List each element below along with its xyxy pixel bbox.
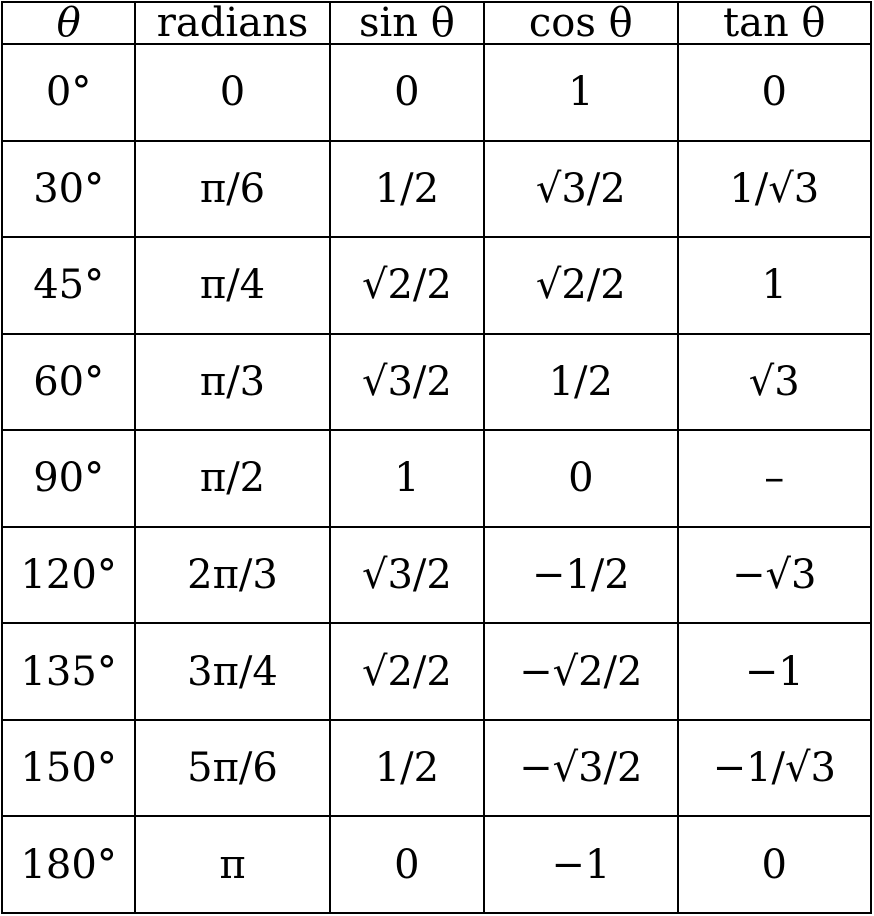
table-row <box>2 720 871 817</box>
cell-tan: −1/√3 <box>678 720 871 817</box>
cell-radians: 3π/4 <box>135 623 329 720</box>
cell-cos: −1/2 <box>484 527 677 624</box>
table-row <box>2 527 871 624</box>
header-theta: θ <box>2 2 135 44</box>
header-cos: cos θ <box>484 2 677 44</box>
cell-degrees: 120° <box>2 527 135 624</box>
cell-degrees: 150° <box>2 720 135 817</box>
cell-sin: √2/2 <box>330 237 484 334</box>
cell-radians: 0 <box>135 44 329 141</box>
cell-tan: 0 <box>678 44 871 141</box>
cell-radians: π/3 <box>135 334 329 431</box>
table-row <box>2 141 871 238</box>
table-row <box>2 623 871 720</box>
table-row <box>2 430 871 527</box>
cell-radians: 2π/3 <box>135 527 329 624</box>
cell-tan: 1 <box>678 237 871 334</box>
cell-sin: 1/2 <box>330 141 484 238</box>
cell-cos: √2/2 <box>484 237 677 334</box>
trig-values-table <box>1 1 872 914</box>
cell-sin: 0 <box>330 44 484 141</box>
cell-sin: 0 <box>330 816 484 913</box>
cell-tan: √3 <box>678 334 871 431</box>
cell-radians: π/6 <box>135 141 329 238</box>
cell-degrees: 30° <box>2 141 135 238</box>
cell-sin: √3/2 <box>330 527 484 624</box>
cell-cos: −1 <box>484 816 677 913</box>
cell-tan: −√3 <box>678 527 871 624</box>
header-sin: sin θ <box>330 2 484 44</box>
cell-tan: 1/√3 <box>678 141 871 238</box>
cell-sin: √2/2 <box>330 623 484 720</box>
cell-sin: √3/2 <box>330 334 484 431</box>
cell-degrees: 60° <box>2 334 135 431</box>
cell-cos: −√3/2 <box>484 720 677 817</box>
table-row <box>2 816 871 913</box>
header-radians: radians <box>135 2 329 44</box>
cell-cos: −√2/2 <box>484 623 677 720</box>
cell-radians: 5π/6 <box>135 720 329 817</box>
cell-tan: 0 <box>678 816 871 913</box>
cell-sin: 1 <box>330 430 484 527</box>
cell-degrees: 0° <box>2 44 135 141</box>
cell-radians: π/4 <box>135 237 329 334</box>
cell-degrees: 90° <box>2 430 135 527</box>
cell-radians: π/2 <box>135 430 329 527</box>
table-row <box>2 44 871 141</box>
table-row <box>2 237 871 334</box>
table-row <box>2 334 871 431</box>
cell-radians: π <box>135 816 329 913</box>
cell-cos: 1/2 <box>484 334 677 431</box>
cell-degrees: 180° <box>2 816 135 913</box>
cell-degrees: 135° <box>2 623 135 720</box>
cell-degrees: 45° <box>2 237 135 334</box>
header-row <box>2 2 871 44</box>
cell-sin: 1/2 <box>330 720 484 817</box>
cell-cos: 0 <box>484 430 677 527</box>
cell-cos: 1 <box>484 44 677 141</box>
cell-cos: √3/2 <box>484 141 677 238</box>
cell-tan: – <box>678 430 871 527</box>
cell-tan: −1 <box>678 623 871 720</box>
header-tan: tan θ <box>678 2 871 44</box>
